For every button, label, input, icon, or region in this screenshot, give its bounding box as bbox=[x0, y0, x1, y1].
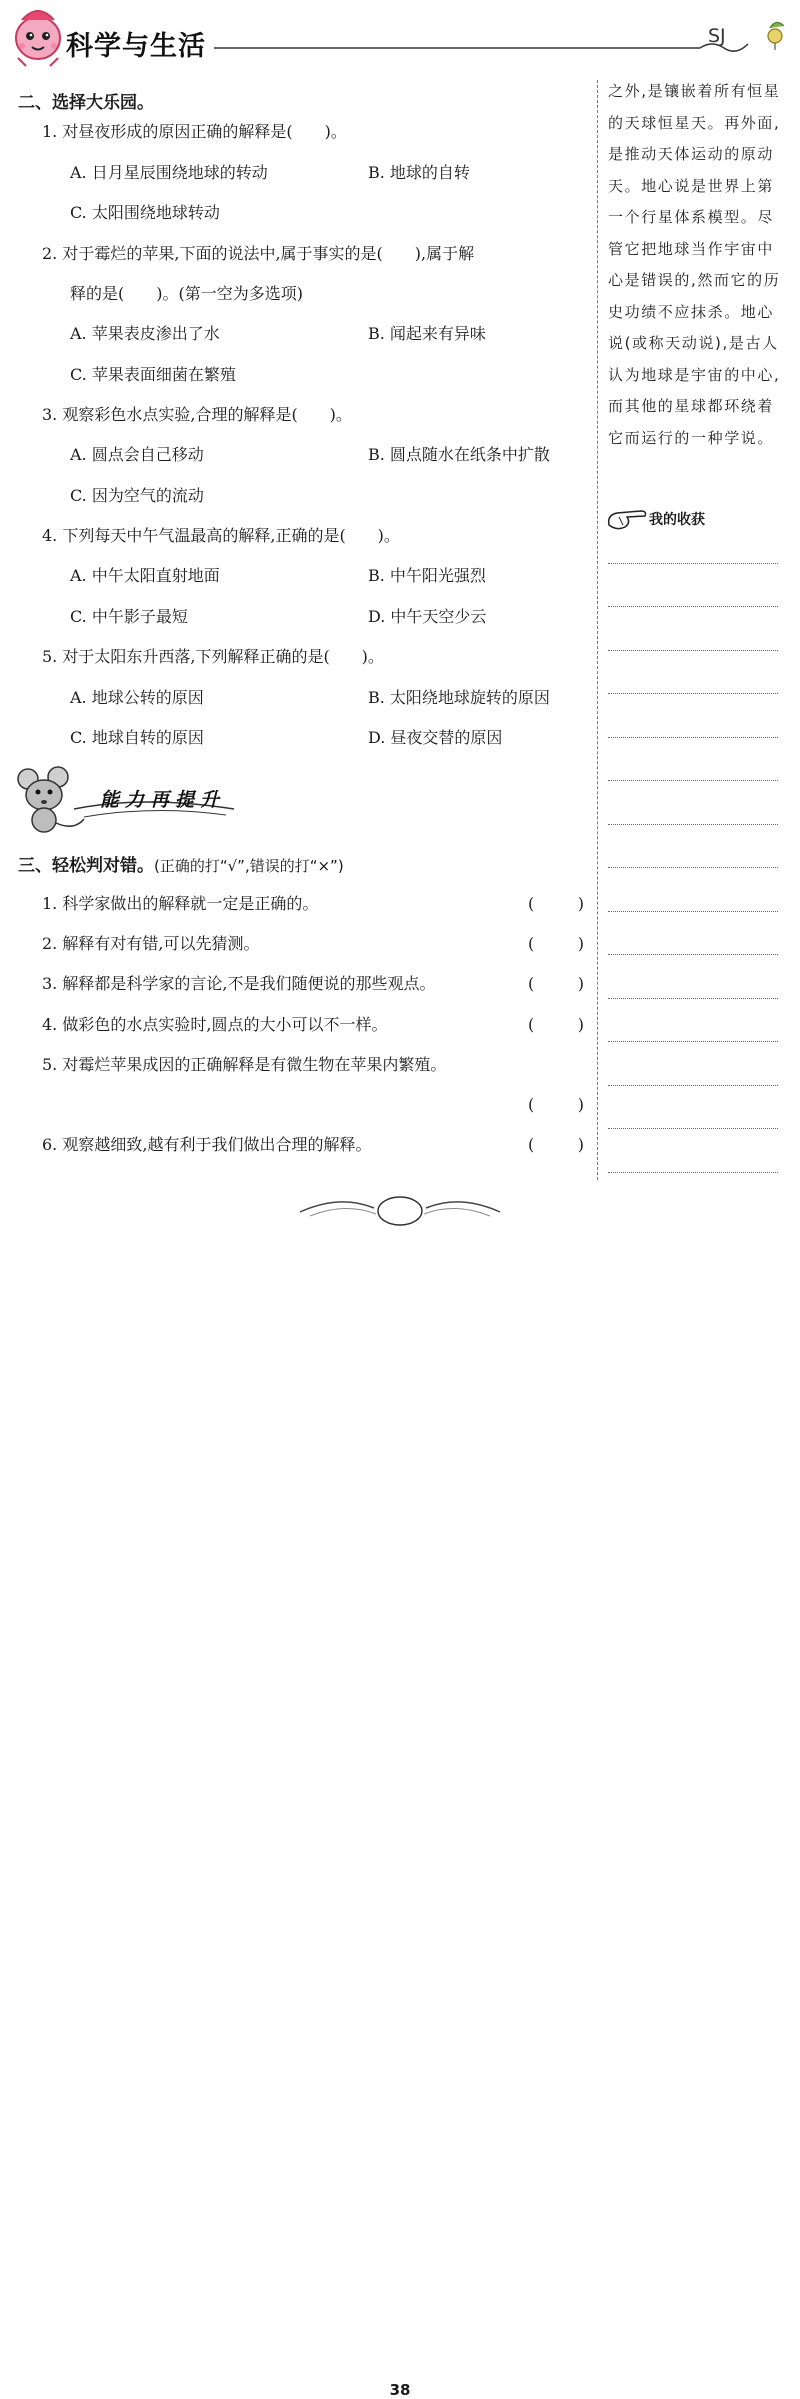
answer-blank-4[interactable] bbox=[528, 1014, 584, 1036]
q4-option-c: C. 中午影子最短 bbox=[70, 607, 188, 626]
judge-item-6: 6. 观察越细致,越有利于我们做出合理的解释。 bbox=[42, 1135, 372, 1154]
q5-option-c: C. 地球自转的原因 bbox=[70, 728, 204, 747]
q2-option-b: B. 闻起来有异味 bbox=[368, 324, 486, 343]
note-line[interactable] bbox=[608, 954, 778, 955]
note-line[interactable] bbox=[608, 1172, 778, 1173]
judge-item-4: 4. 做彩色的水点实验时,圆点的大小可以不一样。 bbox=[42, 1015, 388, 1034]
paren-open: ( bbox=[528, 974, 535, 993]
paren-close: ) bbox=[577, 934, 584, 953]
note-line[interactable] bbox=[608, 911, 778, 912]
question-5: 5. 对于太阳东升西落,下列解释正确的是( )。 bbox=[42, 647, 384, 666]
judge-item-5: 5. 对霉烂苹果成因的正确解释是有微生物在苹果内繁殖。 bbox=[42, 1055, 447, 1074]
paren-open: ( bbox=[528, 1095, 535, 1114]
q2-option-a: A. 苹果表皮渗出了水 bbox=[70, 324, 220, 343]
q5-option-b: B. 太阳绕地球旋转的原因 bbox=[368, 688, 550, 707]
section3-heading: 三、轻松判对错。 bbox=[18, 856, 154, 876]
question-2-continuation: 释的是( )。(第一空为多选项) bbox=[70, 284, 303, 303]
question-2: 2. 对于霉烂的苹果,下面的说法中,属于事实的是( ),属于解 bbox=[42, 244, 475, 263]
q1-option-a: A. 日月星辰围绕地球的转动 bbox=[70, 163, 268, 182]
section3-title bbox=[18, 851, 344, 876]
paren-open: ( bbox=[528, 1135, 535, 1154]
section2-title: 二、选择大乐园。 bbox=[18, 93, 154, 113]
note-line[interactable] bbox=[608, 780, 778, 781]
note-line[interactable] bbox=[608, 606, 778, 607]
page-footer bbox=[0, 1180, 800, 2399]
header-code: SJ bbox=[708, 25, 726, 47]
q2-option-c: C. 苹果表面细菌在繁殖 bbox=[70, 365, 236, 384]
paren-open: ( bbox=[528, 1015, 535, 1034]
question-4: 4. 下列每天中午气温最高的解释,正确的是( )。 bbox=[42, 526, 400, 545]
note-line[interactable] bbox=[608, 824, 778, 825]
q4-option-b: B. 中午阳光强烈 bbox=[368, 566, 486, 585]
question-1: 1. 对昼夜形成的原因正确的解释是( )。 bbox=[42, 122, 347, 141]
header-title: 科学与生活 bbox=[66, 31, 206, 62]
paren-close: ) bbox=[577, 1135, 584, 1154]
note-line[interactable] bbox=[608, 563, 778, 564]
leaf-icon bbox=[768, 22, 784, 50]
answer-blank-1[interactable] bbox=[528, 893, 584, 915]
paren-close: ) bbox=[577, 894, 584, 913]
q3-option-a: A. 圆点会自己移动 bbox=[70, 445, 204, 464]
q4-option-d: D. 中午天空少云 bbox=[368, 607, 487, 626]
q5-option-a: A. 地球公转的原因 bbox=[70, 688, 204, 707]
paren-close: ) bbox=[577, 1015, 584, 1034]
paren-open: ( bbox=[528, 934, 535, 953]
judge-item-3: 3. 解释都是科学家的言论,不是我们随便说的那些观点。 bbox=[42, 974, 436, 993]
note-line[interactable] bbox=[608, 1085, 778, 1086]
question-3: 3. 观察彩色水点实验,合理的解释是( )。 bbox=[42, 405, 352, 424]
section3-note: (正确的打“√”,错误的打“×”) bbox=[154, 857, 344, 875]
answer-blank-3[interactable] bbox=[528, 973, 584, 995]
paren-close: ) bbox=[577, 1095, 584, 1114]
q3-option-b: B. 圆点随水在纸条中扩散 bbox=[368, 445, 550, 464]
q4-option-a: A. 中午太阳直射地面 bbox=[70, 566, 220, 585]
answer-blank-5[interactable] bbox=[528, 1094, 584, 1116]
judge-item-1: 1. 科学家做出的解释就一定是正确的。 bbox=[42, 894, 319, 913]
note-line[interactable] bbox=[608, 867, 778, 868]
note-line[interactable] bbox=[608, 1128, 778, 1129]
column-divider bbox=[597, 80, 598, 1180]
q5-option-d: D. 昼夜交替的原因 bbox=[368, 728, 503, 747]
footer-ornament bbox=[0, 1180, 800, 1236]
harvest-label: 我的收获 bbox=[649, 512, 705, 528]
note-line[interactable] bbox=[608, 693, 778, 694]
page-header bbox=[0, 0, 800, 80]
mascot-icon bbox=[16, 11, 60, 66]
my-harvest-heading bbox=[605, 505, 785, 533]
paren-open: ( bbox=[528, 894, 535, 913]
q1-option-c: C. 太阳围绕地球转动 bbox=[70, 203, 220, 222]
paren-close: ) bbox=[577, 974, 584, 993]
note-line[interactable] bbox=[608, 737, 778, 738]
note-line[interactable] bbox=[608, 650, 778, 651]
page-number: 38 bbox=[389, 2381, 411, 2399]
judge-item-2: 2. 解释有对有错,可以先猜测。 bbox=[42, 934, 260, 953]
pointing-hand-icon bbox=[605, 505, 649, 533]
answer-blank-6[interactable] bbox=[528, 1134, 584, 1156]
note-line[interactable] bbox=[608, 998, 778, 999]
note-line[interactable] bbox=[608, 1041, 778, 1042]
q1-option-b: B. 地球的自转 bbox=[368, 163, 470, 182]
q3-option-c: C. 因为空气的流动 bbox=[70, 486, 204, 505]
answer-blank-2[interactable] bbox=[528, 933, 584, 955]
ability-banner-text: 能力再提升 bbox=[100, 789, 226, 811]
sidebar-reading-text: 之外,是镶嵌着所有恒星的天球恒星天。再外面,是推动天体运动的原动天。地心说是世界上第一个行星体系模型。尽管它把地球当作宇宙中心是错误的,然而它的历史功绩不应抹杀。地心说(或称天动说),是古人认为地球是宇宙的中心,而其他的星球都环绕着它而运行的一种学说。 bbox=[608, 82, 781, 447]
ability-banner bbox=[14, 765, 244, 835]
